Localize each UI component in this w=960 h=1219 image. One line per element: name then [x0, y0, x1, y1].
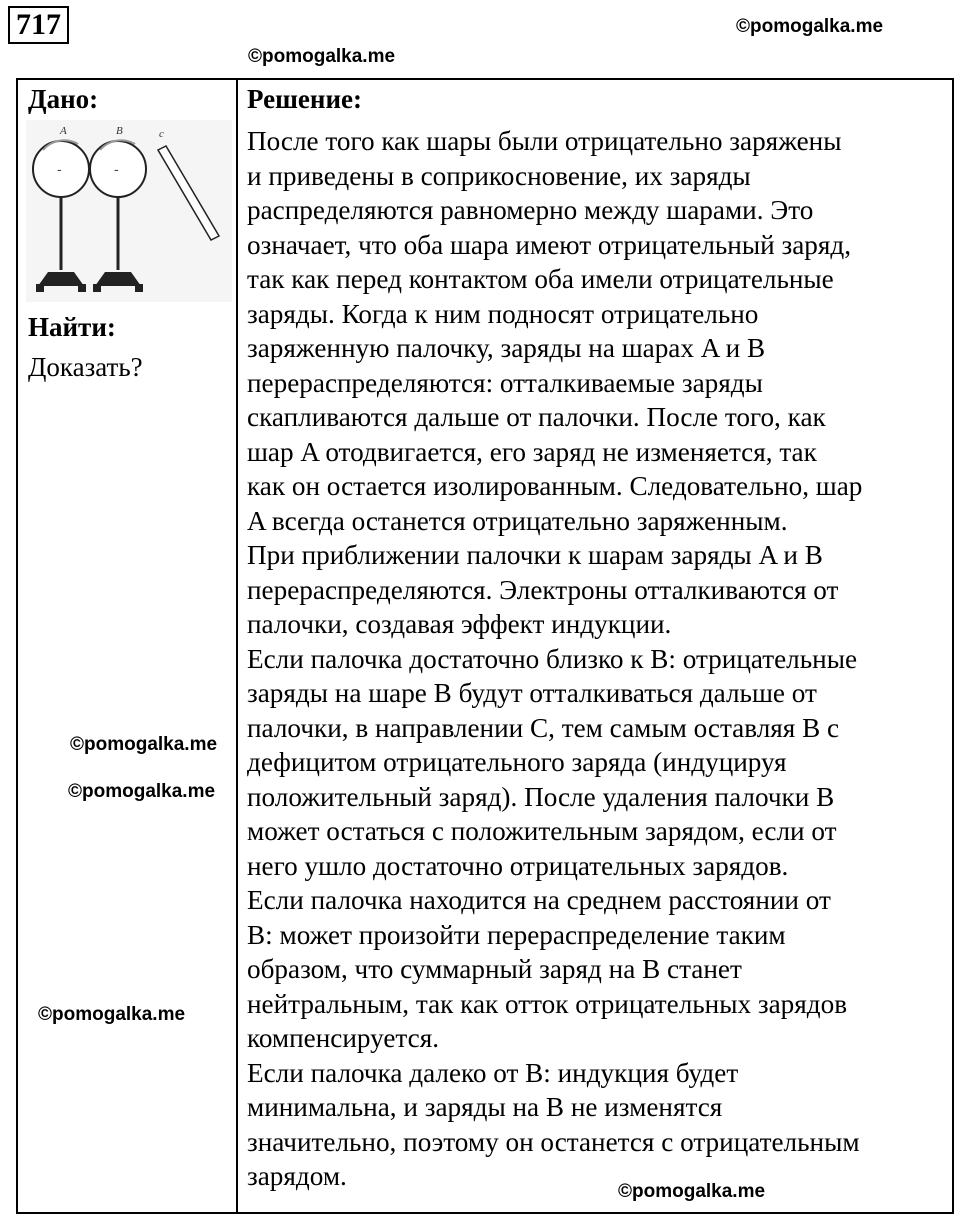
- find-text: Доказать?: [28, 352, 143, 382]
- solution-line: перераспределяются: отталкиваемые заряды: [247, 367, 763, 398]
- solution-line: дефицитом отрицательного заряда (индуцируя: [247, 747, 787, 777]
- solution-line: шар A отодвигается, его заряд не изменяется, так: [247, 436, 817, 467]
- task-number: 717: [8, 6, 69, 44]
- solution-line: A всегда останется отрицательно заряженным.: [247, 505, 788, 536]
- solution-line: заряды на шаре B будут отталкиваться дальше от: [247, 678, 817, 708]
- given-heading: Дано:: [28, 84, 99, 114]
- solution-line: Если палочка достаточно близко к B: отрицательные: [247, 643, 858, 674]
- label-b: B: [116, 125, 123, 137]
- solution-line: Если палочка далеко от B: индукция будет: [247, 1057, 739, 1088]
- solution-line: образом, что суммарный заряд на B станет: [247, 954, 742, 984]
- solution-line: заряженную палочку, заряды на шарах A и B: [247, 333, 766, 363]
- solution-line: При приближении палочки к шарам заряды A и B: [247, 540, 823, 570]
- solution-line: него ушло достаточно отрицательных зарядов.: [247, 850, 789, 881]
- solution-line: перераспределяются. Электроны отталкиваются от: [247, 574, 839, 605]
- find-heading: Найти:: [28, 312, 116, 342]
- solution-line: зарядом.: [247, 1161, 347, 1191]
- solution-line: может остаться с положительным зарядом, если от: [247, 816, 837, 846]
- watermark: ©pomogalka.me: [70, 734, 218, 755]
- solution-line: палочки, создавая эффект индукции.: [247, 609, 672, 639]
- solution-line: палочки, в направлении C, тем самым оставляя B с: [247, 712, 840, 743]
- solution-line: заряды. Когда к ним подносят отрицательно: [247, 298, 759, 329]
- solution-line: положительный заряд). После удаления палочки B: [247, 781, 835, 812]
- solution-line: как он остается изолированным. Следовательно, шар: [247, 471, 863, 501]
- solution-text: [247, 124, 947, 1194]
- solution-line: B: может произойти перераспределение таким: [247, 919, 786, 950]
- solution-line: нейтральным, так как отток отрицательных зарядов: [247, 988, 848, 1019]
- solution-line: распределяются равномерно между шарами. Это: [247, 195, 814, 225]
- watermark: ©pomogalka.me: [38, 1004, 186, 1025]
- column-divider: [236, 78, 238, 1214]
- solution-line: компенсируется.: [247, 1023, 440, 1053]
- solution-line: означает, что оба шара имеют отрицательный заряд,: [247, 229, 852, 260]
- solution-line: так как перед контактом оба имели отрицательные: [247, 264, 834, 294]
- solution-line: значительно, поэтому он останется с отрицательным: [247, 1126, 860, 1157]
- solution-line: После того как шары были отрицательно заряжены: [247, 126, 842, 156]
- watermark: ©pomogalka.me: [248, 46, 396, 67]
- electroscope-figure: [26, 120, 232, 302]
- svg-text:-: -: [57, 161, 62, 177]
- solution-line: минимальна, и заряды на B не изменятся: [247, 1092, 723, 1122]
- solution-line: Если палочка находится на среднем расстоянии от: [247, 885, 831, 915]
- solution-heading: Решение:: [247, 84, 362, 114]
- svg-text:-: -: [114, 161, 119, 177]
- watermark: ©pomogalka.me: [618, 1181, 766, 1202]
- label-a: A: [60, 125, 67, 137]
- label-c: c: [159, 128, 164, 140]
- solution-line: и приведены в соприкосновение, их заряды: [247, 160, 751, 191]
- watermark: ©pomogalka.me: [68, 781, 216, 802]
- watermark: ©pomogalka.me: [736, 16, 884, 37]
- solution-line: скапливаются дальше от палочки. После того, как: [247, 402, 826, 432]
